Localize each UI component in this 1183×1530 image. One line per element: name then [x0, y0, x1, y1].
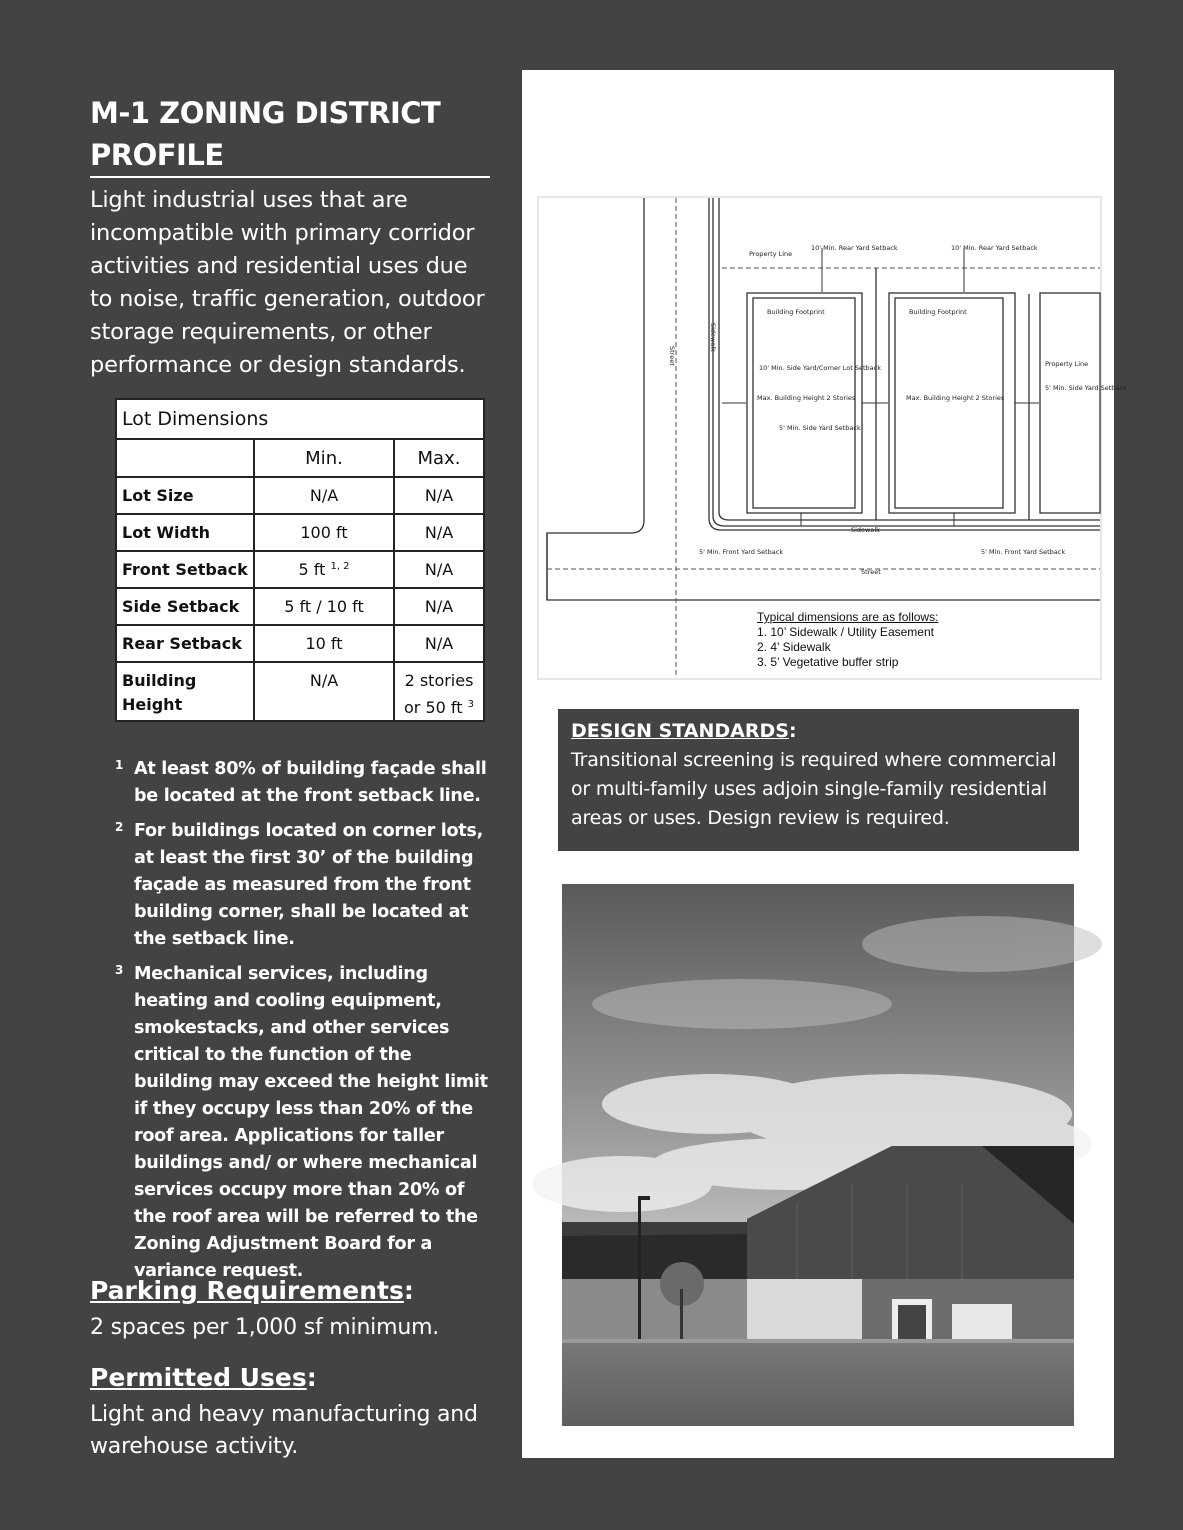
footnote-text: At least 80% of building façade shall be located at the front setback line. — [134, 759, 487, 806]
design-standards-heading-text: DESIGN STANDARDS — [571, 720, 789, 742]
row-label: Building Height — [116, 662, 254, 721]
parking-heading-text: Parking Requirements — [90, 1276, 404, 1305]
row-min: 100 ft — [254, 514, 394, 551]
typical-dimensions-item: 2. 4’ Sidewalk — [757, 640, 831, 654]
label-rear-setback: 10' Min. Rear Yard Setback — [951, 244, 1038, 252]
row-label: Rear Setback — [116, 625, 254, 662]
footnotes — [115, 756, 495, 1293]
table-row — [116, 625, 484, 662]
row-min: 10 ft — [254, 625, 394, 662]
design-standards-box — [558, 709, 1079, 851]
row-max-line-2: or 50 ft — [404, 698, 463, 717]
site-plan-svg — [539, 198, 1127, 678]
label-street-vertical: Street — [668, 346, 676, 366]
row-min: N/A — [254, 477, 394, 514]
table-row — [116, 662, 484, 721]
table-row — [116, 588, 484, 625]
label-max-height: Max. Building Height 2 Stories — [757, 394, 856, 402]
label-sidewalk: Sidewalk — [851, 526, 880, 534]
row-max — [394, 662, 484, 721]
typical-dimensions-item: 3. 5’ Vegetative buffer strip — [757, 655, 899, 669]
label-side-setback: 5' Min. Side Yard Setback — [779, 424, 861, 432]
page-title-line-2: PROFILE — [90, 138, 224, 172]
table-row — [116, 477, 484, 514]
typical-dimensions-item: 1. 10’ Sidewalk / Utility Easement — [757, 625, 934, 639]
page-title — [90, 92, 490, 178]
label-building-footprint: Building Footprint — [909, 308, 967, 316]
typical-dimensions — [757, 610, 938, 670]
row-label: Lot Size — [116, 477, 254, 514]
parking-heading-colon: : — [403, 1276, 414, 1305]
label-building-footprint: Building Footprint — [767, 308, 825, 316]
building-photo — [562, 884, 1074, 1426]
permitted-heading-text: Permitted Uses — [90, 1363, 307, 1392]
footnote-text: Mechanical services, including heating and cooling equipment, smokestacks, and other services critical to the function of the building may exceed the height limit if they occupy less than 20% of the roof area. Applications for taller buildings and/ or where mechanical services occupy more than 20% of the roof area will be referred to the Zoning Adjustment Board for a variance request. — [134, 964, 488, 1281]
left-column — [90, 92, 490, 382]
row-min: 5 ft / 10 ft — [254, 588, 394, 625]
footnote-ref: 1, 2 — [330, 561, 350, 572]
label-front-setback: 5' Min. Front Yard Setback — [981, 548, 1066, 556]
label-property-line: Property Line — [749, 250, 793, 258]
table-header-min: Min. — [254, 439, 394, 477]
footnote-text: For buildings located on corner lots, at least the first 30’ of the building façade as measured from the front building corner, shall be located at the setback line. — [134, 821, 483, 949]
label-side-setback-right: 5' Min. Side Yard Setback — [1045, 384, 1127, 392]
building-photo-svg — [562, 884, 1074, 1426]
design-standards-text: Transitional screening is required where commercial or multi-family uses adjoin single-family residential areas or uses. Design review is required. — [571, 749, 1057, 829]
row-max-line-1: 2 stories — [404, 671, 474, 690]
table-caption: Lot Dimensions — [116, 399, 484, 439]
permitted-uses-section — [90, 1361, 500, 1463]
row-min-value: 5 ft — [298, 560, 326, 579]
parking-section — [90, 1274, 500, 1344]
footnote-number: 1 — [115, 758, 124, 772]
label-max-height: Max. Building Height 2 Stories — [906, 394, 1005, 402]
permitted-heading — [90, 1361, 500, 1395]
label-street-horizontal: Street — [861, 568, 881, 576]
site-plan-diagram — [537, 196, 1127, 680]
design-standards-heading-colon: : — [788, 720, 797, 742]
permitted-heading-colon: : — [306, 1363, 317, 1392]
parking-text: 2 spaces per 1,000 sf minimum. — [90, 1315, 440, 1340]
label-side-corner-setback: 10' Min. Side Yard/Corner Lot Setback — [759, 364, 881, 372]
row-min: N/A — [254, 662, 394, 721]
footnote-ref: 3 — [467, 699, 474, 710]
footnote-number: 3 — [115, 963, 124, 977]
table-header-blank — [116, 439, 254, 477]
label-property-line-right: Property Line — [1045, 360, 1089, 368]
row-label: Side Setback — [116, 588, 254, 625]
table-header-max: Max. — [394, 439, 484, 477]
row-max: N/A — [394, 625, 484, 662]
row-max: N/A — [394, 514, 484, 551]
intro-text: Light industrial uses that are incompatible with primary corridor activities and residential uses due to noise, traffic generation, outdoor storage requirements, or other performance or design standards. — [90, 187, 485, 378]
label-front-setback: 5' Min. Front Yard Setback — [699, 548, 784, 556]
typical-dimensions-heading: Typical dimensions are as follows: — [757, 610, 939, 624]
table-row — [116, 514, 484, 551]
label-rear-setback: 10' Min. Rear Yard Setback — [811, 244, 898, 252]
lot-dimensions-table — [115, 398, 485, 722]
row-label: Lot Width — [116, 514, 254, 551]
parking-heading — [90, 1274, 500, 1308]
footnote-number: 2 — [115, 820, 124, 834]
page-title-line-1: M-1 ZONING DISTRICT — [90, 96, 441, 130]
row-min — [254, 551, 394, 588]
table-row — [116, 551, 484, 588]
footnote-item — [115, 756, 495, 810]
row-max: N/A — [394, 551, 484, 588]
permitted-text: Light and heavy manufacturing and warehouse activity. — [90, 1402, 478, 1459]
label-sidewalk-vertical: Sidewalk — [709, 323, 717, 352]
design-standards-heading — [571, 719, 1066, 743]
row-max: N/A — [394, 588, 484, 625]
footnote-item — [115, 818, 495, 953]
footnote-item — [115, 961, 495, 1285]
row-label: Front Setback — [116, 551, 254, 588]
row-max: N/A — [394, 477, 484, 514]
